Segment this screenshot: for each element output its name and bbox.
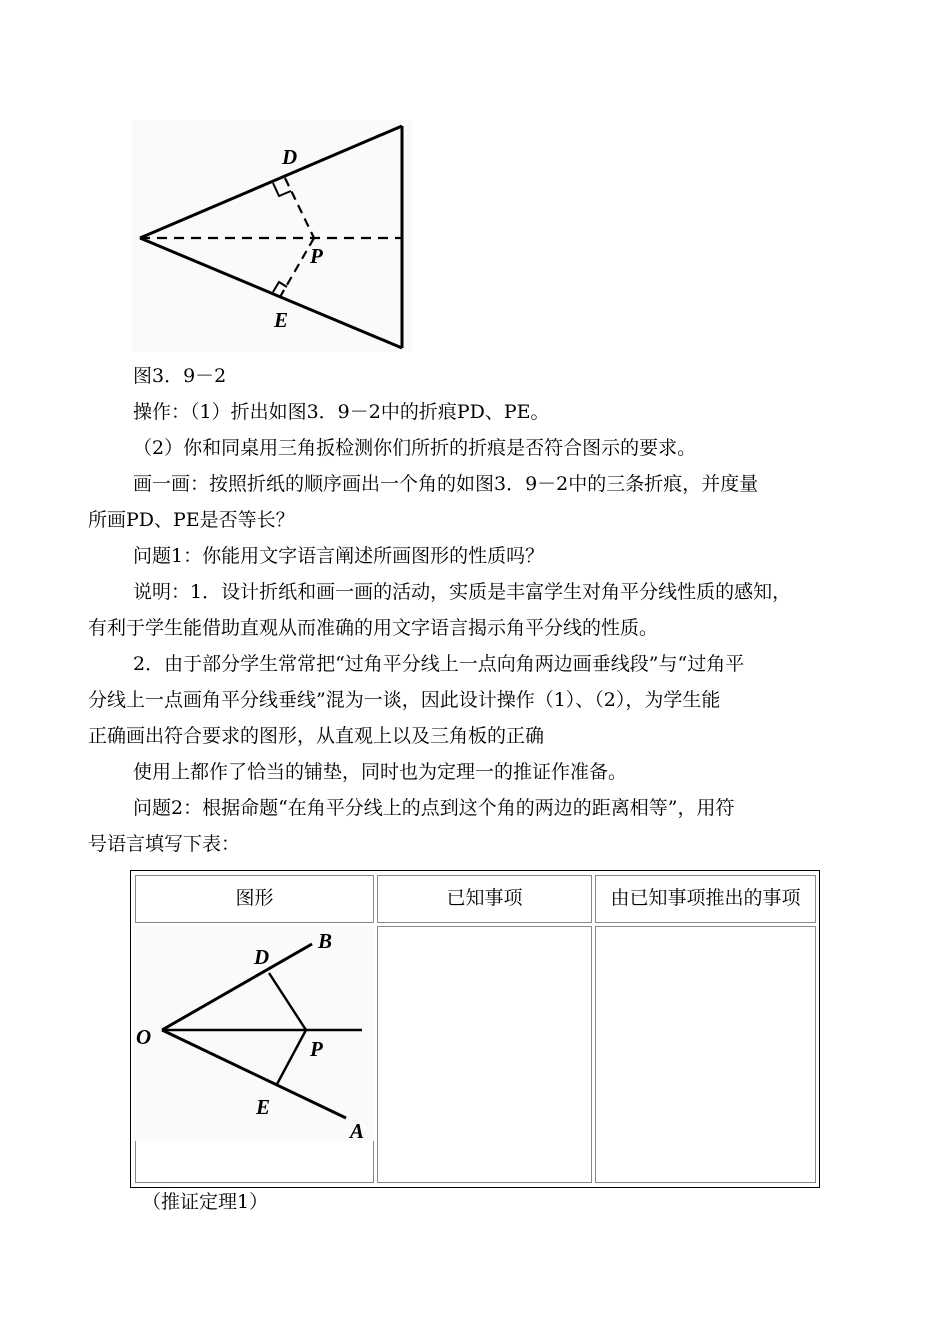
- angle-bisector-figure: [134, 926, 374, 1141]
- note-2-line1: 2．由于部分学生常常把“过角平分线上一点向角两边画垂线段”与“过角平: [133, 653, 745, 675]
- table-header-derived: 由已知事项推出的事项: [595, 875, 816, 923]
- note-2-line3: 正确画出符合要求的图形，从直观上以及三角板的正确: [88, 725, 545, 747]
- label-e: E: [274, 308, 289, 332]
- question-1: 问题1：你能用文字语言阐述所画图形的性质吗？: [133, 545, 545, 567]
- table-header-figure: 图形: [135, 875, 374, 923]
- note-1-line2: 有利于学生能借助直观从而准确的用文字语言揭示角平分线的性质。: [88, 617, 659, 639]
- question-2-line1: 问题2：根据命题“在角平分线上的点到这个角的两边的距离相等”，用符: [133, 797, 735, 819]
- operation-step-2: （2）你和同桌用三角扳检测你们所折的折痕是否符合图示的要求。: [133, 437, 697, 459]
- label-o: O: [136, 1025, 152, 1049]
- table-cell-known[interactable]: [377, 926, 592, 1183]
- label-p: P: [310, 244, 323, 268]
- label-p2: P: [310, 1037, 323, 1061]
- note-2-line4: 使用上都作了恰当的铺垫，同时也为定理一的推证作准备。: [133, 761, 628, 783]
- note-1-line1: 说明：1．设计折纸和画一画的活动，实质是丰富学生对角平分线性质的感知，: [133, 581, 792, 603]
- question-2-line2: 号语言填写下表：: [88, 833, 241, 855]
- note-2-line2: 分线上一点画角平分线垂线”混为一谈，因此设计操作（1）、（2），为学生能: [88, 689, 721, 711]
- label-d2: D: [254, 945, 270, 969]
- figure-caption: 图3．9－2: [133, 365, 227, 387]
- draw-paragraph-line2: 所画PD、PE是否等长？: [88, 509, 295, 531]
- label-e2: E: [256, 1095, 271, 1119]
- label-a: A: [350, 1119, 365, 1141]
- label-b: B: [318, 929, 333, 953]
- footnote: （推证定理1）: [142, 1191, 269, 1213]
- label-d: D: [282, 145, 298, 169]
- table-header-known: 已知事项: [377, 875, 592, 923]
- fold-figure: [132, 120, 412, 352]
- table-cell-derived[interactable]: [595, 926, 816, 1183]
- operation-step-1: 操作：（1）折出如图3．9－2中的折痕PD、PE。: [133, 401, 550, 423]
- draw-paragraph-line1: 画一画：按照折纸的顺序画出一个角的如图3．9－2中的三条折痕，并度量: [133, 473, 759, 495]
